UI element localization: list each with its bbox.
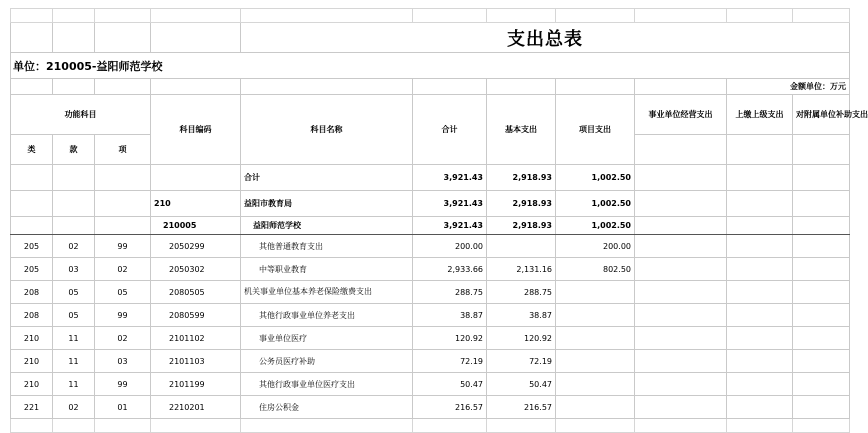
header-business: 事业单位经营支出 [635,95,727,135]
summary-name: 益阳市教育局 [241,191,413,217]
summary-total: 3,921.43 [413,191,487,217]
cell-xiang: 02 [95,258,151,281]
blank-row [11,9,850,23]
cell-code: 2101102 [151,327,241,350]
header-subsidy: 对附属单位补助支出 [793,95,850,135]
summary-project: 1,002.50 [556,191,635,217]
header-total: 合计 [413,95,487,165]
cell-basic: 120.92 [487,327,556,350]
cell-total: 216.57 [413,396,487,419]
cell-basic: 216.57 [487,396,556,419]
cell-basic: 50.47 [487,373,556,396]
cell-total: 38.87 [413,304,487,327]
cell-project [556,373,635,396]
header-row [11,95,850,135]
header-name: 科目名称 [241,95,413,165]
cell-project [556,350,635,373]
summary-row-school [11,217,850,235]
cell-name: 事业单位医疗 [241,327,413,350]
cell-name: 其他行政事业单位医疗支出 [241,373,413,396]
table-row [11,373,850,396]
money-unit-label: 金额单位：万元 [727,79,850,95]
cell-xiang: 99 [95,304,151,327]
cell-code: 2050299 [151,235,241,258]
cell-kuan: 11 [53,327,95,350]
summary-name: 合计 [241,165,413,191]
cell-name: 机关事业单位基本养老保险缴费支出 [241,281,413,304]
page-title: 支出总表 [241,23,850,53]
cell-project: 802.50 [556,258,635,281]
header-project: 项目支出 [556,95,635,165]
cell-name: 中等职业教育 [241,258,413,281]
cell-xiang: 99 [95,235,151,258]
cell-lei: 221 [11,396,53,419]
cell-total: 72.19 [413,350,487,373]
header-func-subject: 功能科目 [11,95,151,135]
table-row [11,396,850,419]
summary-row-total [11,165,850,191]
title-row [11,23,850,53]
cell-basic: 72.19 [487,350,556,373]
cell-code: 2080505 [151,281,241,304]
cell-project [556,327,635,350]
summary-basic: 2,918.93 [487,165,556,191]
cell-code: 2101199 [151,373,241,396]
cell-xiang: 05 [95,281,151,304]
table-row [11,258,850,281]
cell-project [556,281,635,304]
cell-xiang: 01 [95,396,151,419]
cell-lei: 205 [11,258,53,281]
cell-total: 50.47 [413,373,487,396]
cell-basic: 38.87 [487,304,556,327]
cell-name: 其他普通教育支出 [241,235,413,258]
cell-lei: 210 [11,373,53,396]
unit-label: 单位：210005-益阳师范学校 [11,53,850,79]
cell-lei: 210 [11,327,53,350]
cell-xiang: 99 [95,373,151,396]
header-basic: 基本支出 [487,95,556,165]
summary-code: 210005 [151,217,241,235]
cell-kuan: 11 [53,350,95,373]
cell-lei: 208 [11,304,53,327]
cell-project: 200.00 [556,235,635,258]
cell-kuan: 02 [53,396,95,419]
money-unit-row [11,79,850,95]
header-kuan: 款 [53,135,95,165]
cell-code: 2080599 [151,304,241,327]
cell-name: 其他行政事业单位养老支出 [241,304,413,327]
cell-kuan: 03 [53,258,95,281]
summary-total: 3,921.43 [413,165,487,191]
summary-name: 益阳师范学校 [241,217,413,235]
cell-lei: 205 [11,235,53,258]
cell-name: 公务员医疗补助 [241,350,413,373]
cell-kuan: 05 [53,304,95,327]
cell-total: 120.92 [413,327,487,350]
header-upper: 上缴上级支出 [727,95,793,135]
table-row [11,350,850,373]
summary-code: 210 [151,191,241,217]
table-row [11,281,850,304]
header-code: 科目编码 [151,95,241,165]
blank-row [11,419,850,433]
summary-project: 1,002.50 [556,165,635,191]
cell-xiang: 03 [95,350,151,373]
cell-code: 2210201 [151,396,241,419]
cell-name: 住房公积金 [241,396,413,419]
table-row [11,327,850,350]
summary-basic: 2,918.93 [487,217,556,235]
summary-row-bureau [11,191,850,217]
cell-kuan: 11 [53,373,95,396]
summary-basic: 2,918.93 [487,191,556,217]
header-xiang: 项 [95,135,151,165]
expenditure-sheet [10,8,868,433]
header-lei: 类 [11,135,53,165]
cell-total: 2,933.66 [413,258,487,281]
summary-project: 1,002.50 [556,217,635,235]
cell-project [556,396,635,419]
cell-total: 288.75 [413,281,487,304]
cell-xiang: 02 [95,327,151,350]
expenditure-table [10,8,868,433]
cell-total: 200.00 [413,235,487,258]
unit-row [11,53,850,79]
cell-basic [487,235,556,258]
cell-basic: 288.75 [487,281,556,304]
cell-project [556,304,635,327]
cell-lei: 208 [11,281,53,304]
cell-code: 2101103 [151,350,241,373]
cell-basic: 2,131.16 [487,258,556,281]
summary-code [151,165,241,191]
cell-code: 2050302 [151,258,241,281]
cell-lei: 210 [11,350,53,373]
cell-kuan: 05 [53,281,95,304]
summary-total: 3,921.43 [413,217,487,235]
cell-kuan: 02 [53,235,95,258]
table-row [11,235,850,258]
table-row [11,304,850,327]
